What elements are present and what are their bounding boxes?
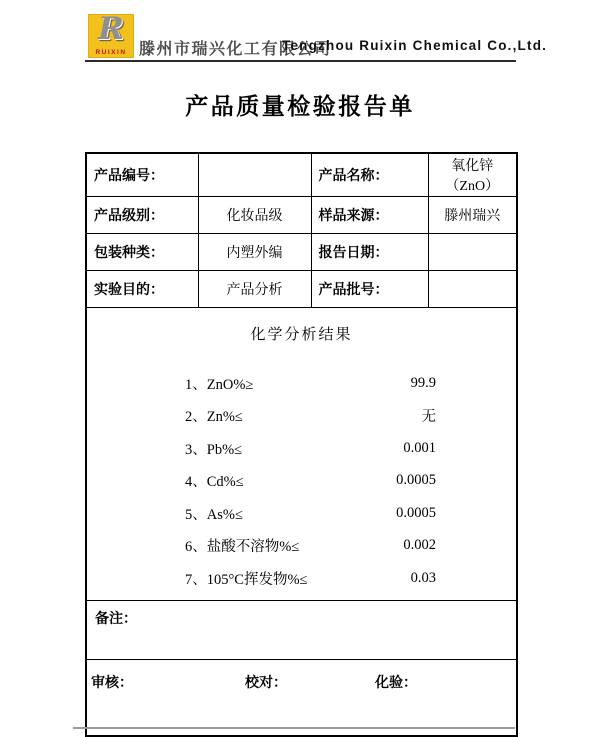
report-date-label: 报告日期： [311,234,428,271]
analysis-item-value: 99.9 [410,374,436,391]
analysis-items [88,367,515,595]
logo-brand-text: RUIXIN [95,49,127,56]
sample-source-label: 样品来源： [311,197,428,234]
analysis-item-value: 0.0005 [396,472,436,489]
remarks-label: 备注： [95,610,137,626]
analysis-item-label: 2、Zn%≤ [185,409,243,426]
batch-number-value [428,271,517,308]
company-name-english: Tengzhou Ruixin Chemical Co.,Ltd. [282,38,548,53]
remarks-row [86,601,517,660]
analysis-row [86,308,517,601]
analysis-item-value: 0.001 [403,439,436,456]
analysis-item-value: 0.002 [403,537,436,554]
table-row [86,234,517,271]
analysis-item [88,400,515,433]
product-grade-label: 产品级别： [86,197,198,234]
product-code-label: 产品编号： [86,153,198,197]
analysis-item-label: 6、盐酸不溶物%≤ [185,539,300,556]
table-row [86,153,517,197]
table-row [86,271,517,308]
proofread-label: 校对： [245,674,287,690]
product-name-label: 产品名称： [311,153,428,197]
product-code-value [198,153,311,197]
company-name-chinese: 滕州市瑞兴化工有限公司 [139,41,332,58]
analysis-item [88,465,515,498]
analysis-item-value: 无 [421,409,436,426]
review-label: 审核： [91,674,133,690]
signature-section [86,660,517,737]
analysis-item-label: 4、Cd%≤ [185,474,244,491]
analysis-item-label: 5、As%≤ [185,506,243,523]
test-purpose-value: 产品分析 [198,271,311,308]
report-table [85,152,518,737]
analysis-item [88,432,515,465]
product-grade-value: 化妆品级 [198,197,311,234]
analysis-item-value: 0.03 [410,569,436,586]
header-divider [85,60,516,62]
package-type-value: 内塑外编 [198,234,311,271]
analysis-item-label: 1、ZnO%≥ [185,376,254,393]
analysis-item-label: 7、105°C挥发物%≤ [185,571,308,588]
analysis-item [88,530,515,563]
remarks-section [86,601,517,660]
package-type-label: 包装种类： [86,234,198,271]
company-logo [88,11,134,58]
analysis-item-value: 0.0005 [396,504,436,521]
table-row [86,197,517,234]
analysis-item-label: 3、Pb%≤ [185,441,243,458]
test-label: 化验： [375,674,417,690]
logo-r-glyph: R [98,11,124,47]
page-title: 产品质量检验报告单 [185,93,415,119]
sample-source-value: 滕州瑞兴 [428,197,517,234]
report-date-value [428,234,517,271]
batch-number-label: 产品批号： [311,271,428,308]
analysis-heading: 化学分析结果 [250,327,353,343]
product-name-value: 氧化锌（ZnO） [428,153,517,197]
test-purpose-label: 实验目的： [86,271,198,308]
analysis-item [88,367,515,400]
signature-row [86,660,517,737]
analysis-item [88,562,515,595]
analysis-item [88,497,515,530]
page-bottom-edge [73,727,515,729]
analysis-section [86,308,517,601]
